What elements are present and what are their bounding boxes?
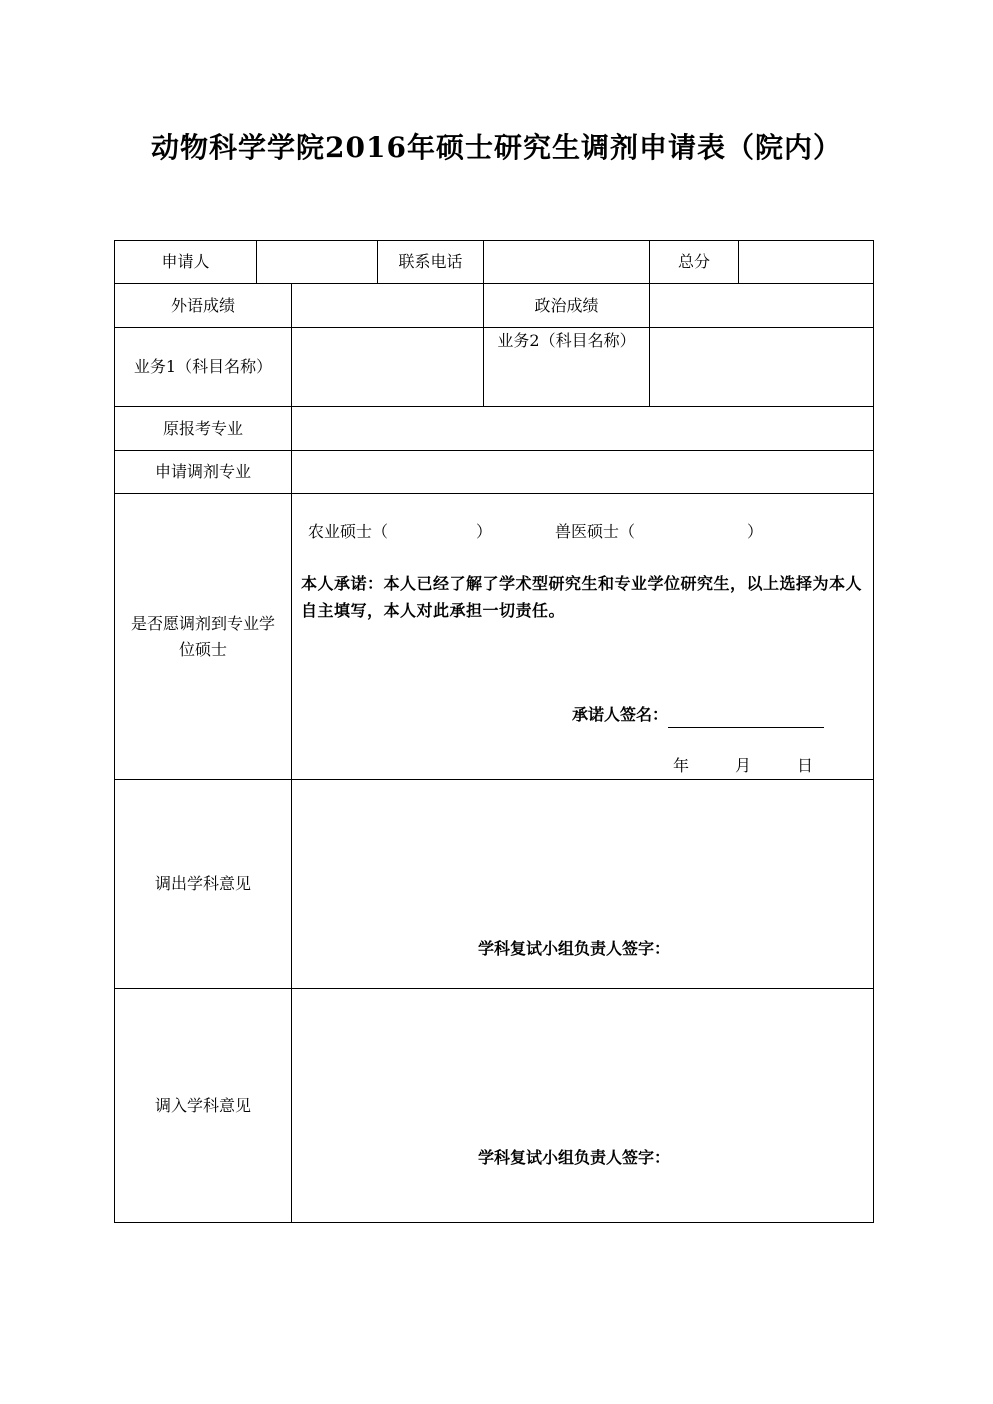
agri-master-close: ）	[476, 522, 493, 541]
out-sign-label: 学科复试小组负责人签字：	[478, 939, 671, 958]
in-sign-label: 学科复试小组负责人签字：	[478, 1148, 671, 1167]
professional-degree-label: 是否愿调剂到专业学位硕士	[130, 613, 275, 659]
date-month: 月	[735, 756, 752, 775]
subject1-label: 业务1（科目名称）	[133, 357, 273, 376]
total-score-label: 总分	[677, 252, 710, 271]
table-border-bottom	[114, 1222, 874, 1223]
politics-input[interactable]	[650, 284, 873, 327]
subject2-label: 业务2（科目名称）	[497, 331, 636, 350]
subject2-input[interactable]	[650, 328, 873, 406]
total-score-input[interactable]	[739, 241, 873, 283]
foreign-language-input[interactable]	[292, 284, 483, 327]
promise-text: 本人承诺：本人已经了解了学术型研究生和专业学位研究生，以上选择为本人自主填写，本人对此承担一切责任。	[301, 574, 863, 620]
vet-master-close: ）	[747, 522, 764, 541]
table-border-right	[873, 240, 874, 1223]
original-major-input[interactable]	[292, 407, 873, 450]
target-major-label: 申请调剂专业	[154, 462, 251, 481]
applicant-label: 申请人	[161, 252, 210, 271]
date-row	[673, 753, 833, 779]
vet-master-option[interactable]	[555, 519, 775, 545]
applicant-input[interactable]	[257, 241, 377, 283]
signer-label: 承诺人签名：	[572, 705, 669, 724]
in-discipline-label: 调入学科意见	[154, 1095, 251, 1115]
foreign-language-label: 外语成绩	[170, 295, 235, 315]
signature-line[interactable]	[668, 709, 824, 728]
out-discipline-label: 调出学科意见	[154, 874, 251, 893]
in-discipline-opinion-area[interactable]	[292, 989, 873, 1222]
date-year: 年	[673, 756, 690, 775]
phone-label: 联系电话	[398, 252, 463, 271]
agri-master-option[interactable]	[308, 519, 508, 545]
phone-input[interactable]	[484, 241, 649, 283]
date-day: 日	[797, 756, 814, 775]
vet-master-label: 兽医硕士（	[555, 522, 636, 541]
agri-master-label: 农业硕士（	[308, 522, 389, 541]
politics-label: 政治成绩	[534, 295, 599, 315]
subject1-input[interactable]	[292, 328, 483, 406]
target-major-input[interactable]	[292, 451, 873, 493]
original-major-label: 原报考专业	[162, 418, 243, 438]
page-title: 动物科学学院2016年硕士研究生调剂申请表（院内）	[151, 131, 842, 164]
signer-row	[572, 702, 842, 728]
